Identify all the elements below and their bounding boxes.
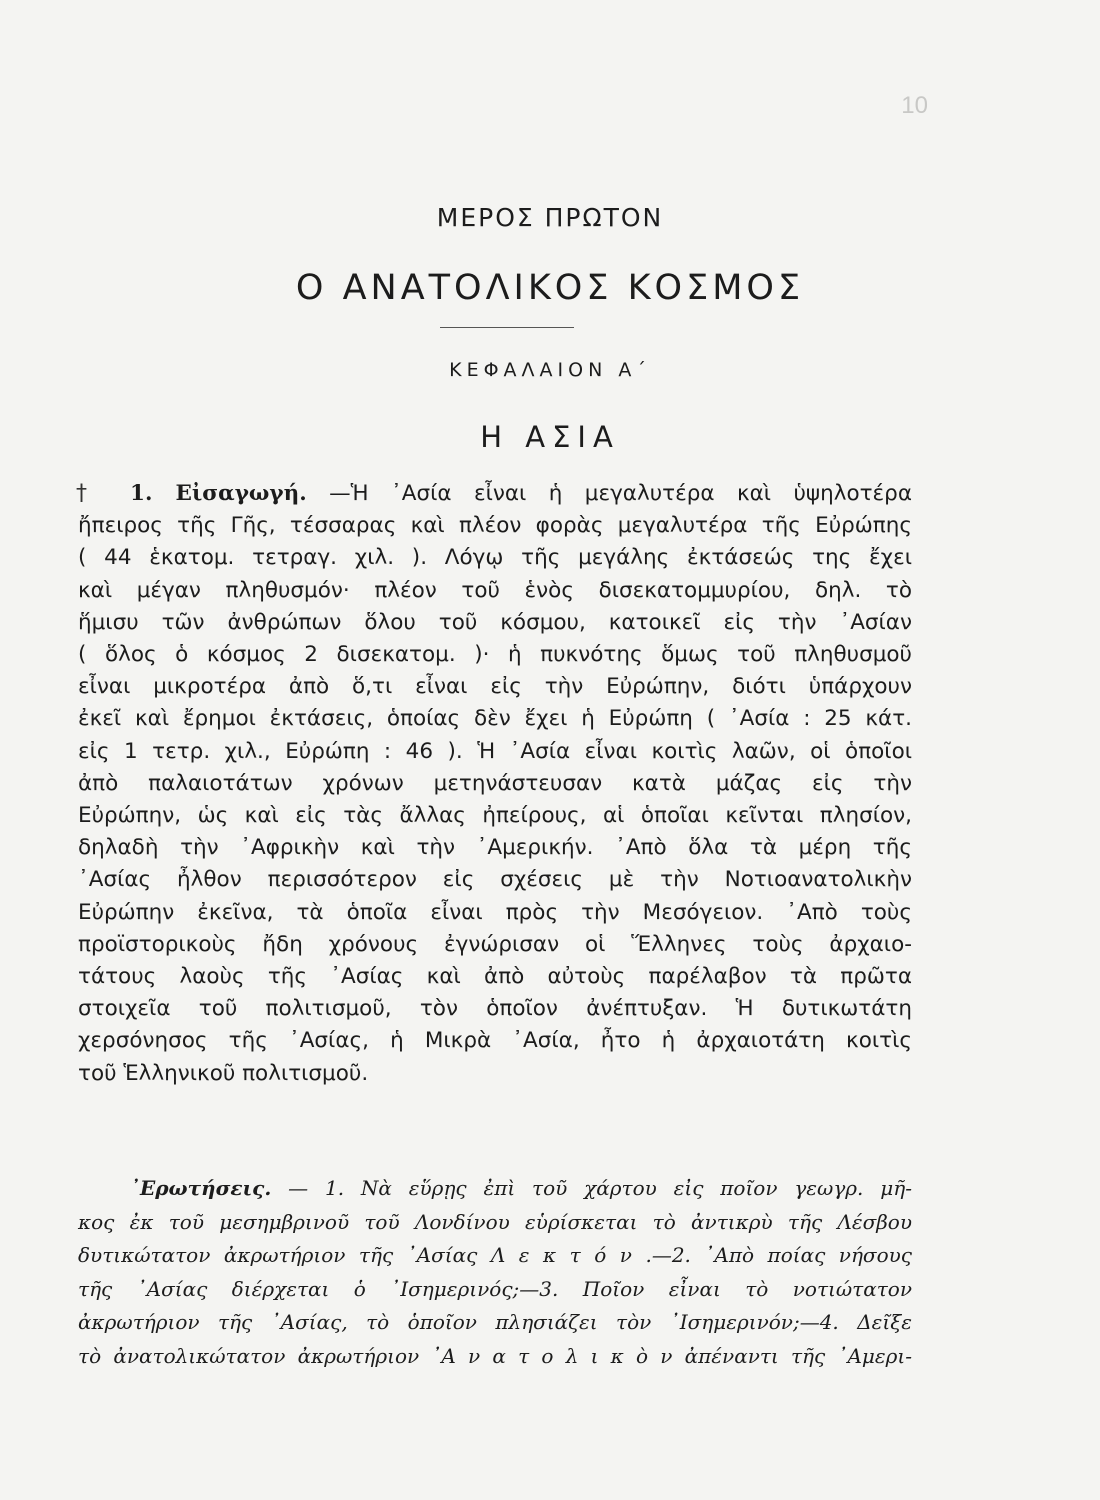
text-line: προϊστορικοὺς ἤδη χρόνους ἐγνώρισαν οἱ Ἕλληνες τοὺς ἀρχαιο- — [78, 931, 912, 957]
page-number: 10 — [901, 92, 928, 119]
questions-block — [78, 1172, 912, 1373]
chapter-label: ΚΕΦΑΛΑΙΟΝ Α΄ — [449, 359, 651, 381]
section-body — [78, 478, 912, 1090]
line-text: —Ἡ ᾿Ασία εἶναι ἡ μεγαλυτέρα καὶ ὑψηλοτέρα — [306, 481, 912, 506]
text-line: ἥμισυ τῶν ἀνθρώπων ὅλου τοῦ κόσμου, κατοικεῖ εἰς τὴν ᾿Ασίαν — [78, 609, 912, 635]
text-line: τάτους λαοὺς τῆς ᾿Ασίας καὶ ἀπὸ αὐτοὺς παρέλαβον τὰ πρῶτα — [78, 964, 912, 990]
margin-mark-icon: † — [76, 481, 87, 506]
question-line: τὸ ἀνατολικώτατον ἀκρωτήριον ᾿Α ν α τ ο λ ι κ ὸ ν ἀπέναντι τῆς ᾿Αμερι- — [78, 1343, 912, 1368]
question-line — [78, 1172, 912, 1206]
questions-heading: ᾿Ερωτήσεις. — [130, 1176, 272, 1200]
text-line: ( 44 ἑκατομ. τετραγ. χιλ. ). Λόγῳ τῆς μεγάλης ἐκτάσεώς της ἔχει — [78, 545, 912, 571]
main-title: Ο ΑΝΑΤΟΛΙΚΟΣ ΚΟΣΜΟΣ — [295, 268, 805, 308]
part-title: ΜΕΡΟΣ ΠΡΩΤΟΝ — [436, 203, 664, 232]
question-line: κος ἐκ τοῦ μεσημβρινοῦ τοῦ Λονδίνου εὑρίσκεται τὸ ἀντικρὺ τῆς Λέσβου — [78, 1209, 912, 1234]
text-line: ἐκεῖ καὶ ἔρημοι ἐκτάσεις, ὁποίας δὲν ἔχει ἡ Εὐρώπη ( ᾿Ασία : 25 κάτ. — [78, 706, 912, 732]
text-line: Εὐρώπην ἐκεῖνα, τὰ ὁποῖα εἶναι πρὸς τὴν Μεσόγειον. ᾿Απὸ τοὺς — [78, 899, 912, 925]
text-line: Εὐρώπην, ὡς καὶ εἰς τὰς ἄλλας ἠπείρους, αἱ ὁποῖαι κεῖνται πλησίον, — [78, 803, 912, 829]
question-line: τῆς ᾿Ασίας διέρχεται ὁ ᾿Ισημερινός;—3. Ποῖον εἶναι τὸ νοτιώτατον — [78, 1276, 912, 1301]
text-line: ᾿Ασίας ἦλθον περισσότερον εἰς σχέσεις μὲ τὴν Νοτιοανατολικὴν — [78, 867, 912, 893]
text-line: εἰς 1 τετρ. χιλ., Εὐρώπη : 46 ). Ἡ ᾿Ασία εἶναι κοιτὶς λαῶν, οἱ ὁποῖοι — [78, 738, 912, 764]
title-divider — [440, 327, 574, 328]
text-line — [78, 478, 912, 510]
section-heading: 1. Εἰσαγωγή. — [130, 481, 307, 506]
text-line: καὶ μέγαν πληθυσμόν· πλέον τοῦ ἑνὸς δισεκατομμυρίου, δηλ. τὸ — [78, 577, 912, 603]
text-line: τοῦ Ἑλληνικοῦ πολιτισμοῦ. — [78, 1060, 369, 1086]
text-line: δηλαδὴ τὴν ᾿Αφρικὴν καὶ τὴν ᾿Αμερικήν. ᾿Απὸ ὅλα τὰ μέρη τῆς — [78, 835, 912, 861]
line-text: — 1. Νὰ εὕρῃς ἐπὶ τοῦ χάρτου εἰς ποῖον γεωγρ. μῆ- — [271, 1176, 912, 1200]
text-line: εἶναι μικροτέρα ἀπὸ ὅ,τι εἶναι εἰς τὴν Εὐρώπην, διότι ὑπάρχουν — [78, 674, 912, 700]
text-line: χερσόνησος τῆς ᾿Ασίας, ἡ Μικρὰ ᾿Ασία, ἦτο ἡ ἀρχαιοτάτη κοιτὶς — [78, 1028, 912, 1054]
text-line: ( ὅλος ὁ κόσμος 2 δισεκατομ. )· ἡ πυκνότης ὅμως τοῦ πληθυσμοῦ — [78, 642, 912, 668]
chapter-title: Η ΑΣΙΑ — [480, 420, 620, 454]
text-line: ἤπειρος τῆς Γῆς, τέσσαρας καὶ πλέον φορὰς μεγαλυτέρα τῆς Εὐρώπης — [78, 513, 912, 539]
question-line: ἀκρωτήριον τῆς ᾿Ασίας, τὸ ὁποῖον πλησιάζει τὸν ᾿Ισημερινόν;—4. Δεῖξε — [78, 1310, 912, 1334]
text-line: ἀπὸ παλαιοτάτων χρόνων μετηνάστευσαν κατὰ μάζας εἰς τὴν — [78, 770, 912, 796]
text-line: στοιχεῖα τοῦ πολιτισμοῦ, τὸν ὁποῖον ἀνέπτυξαν. Ἡ δυτικωτάτη — [78, 996, 912, 1022]
question-line: δυτικώτατον ἀκρωτήριον τῆς ᾿Ασίας Λ ε κ τ ό ν .—2. ᾿Απὸ ποίας νήσους — [78, 1243, 912, 1267]
